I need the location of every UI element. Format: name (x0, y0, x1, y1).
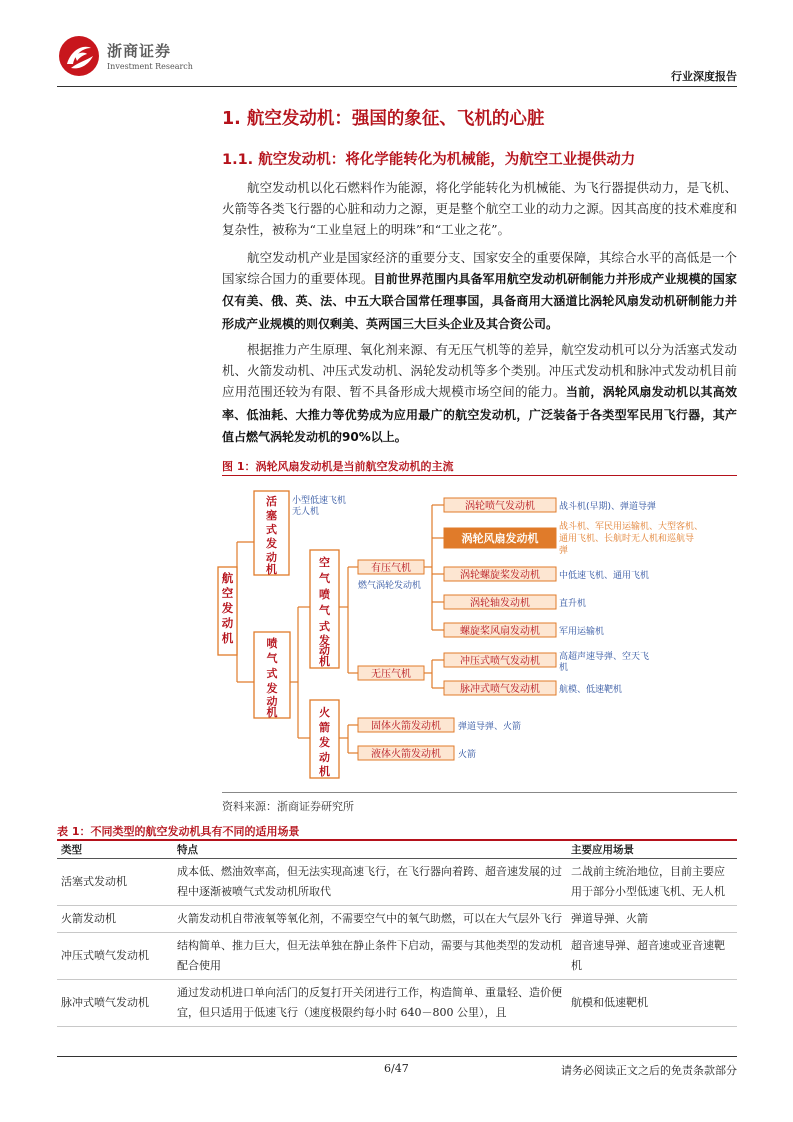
pulsejet-use: 航模、低速靶机 (559, 685, 623, 695)
ramjet-use-2: 机 (559, 663, 569, 673)
page-header (57, 34, 737, 84)
gas-turbine-label: 燃气涡轮发动机 (358, 581, 422, 591)
air-breathing-label: 空气喷气式发动机 (319, 556, 330, 668)
root-char: 机 (221, 631, 234, 645)
cell-feature: 结构简单、推力巨大，但无法单独在静止条件下启动，需要与其他类型的发动机配合使用 (173, 932, 567, 979)
cell-type: 冲压式喷气发动机 (57, 932, 173, 979)
table-row (57, 858, 737, 905)
turbojet-use: 战斗机(早期)、弹道导弹 (559, 502, 657, 512)
company-name-cn: 浙商证券 (107, 42, 172, 60)
turboprop-use: 中低速飞机、通用飞机 (559, 571, 650, 581)
cell-type: 脉冲式喷气发动机 (57, 979, 173, 1026)
root-char: 空 (221, 586, 234, 600)
no-compressor-label: 无压气机 (371, 669, 411, 680)
root-label (221, 571, 234, 645)
cell-type: 火箭发动机 (57, 905, 173, 932)
propfan-use: 军用运输机 (559, 627, 605, 637)
solid-rocket-label: 固体火箭发动机 (371, 721, 441, 732)
paragraph-industry-text: 航空发动机产业是国家经济的重要分支、国家安全的重要保障，其综合水平的高低是一个国家综合国力的重要体现。 (222, 250, 737, 287)
root-char: 发 (221, 601, 234, 615)
table-title: 表 1：不同类型的航空发动机具有不同的适用场景 (57, 825, 300, 838)
piston-label: 活塞式发动机 (266, 495, 277, 576)
paragraph-classification-bold: 当前，涡轮风扇发动机以其高效率、低油耗、大推力等优势成为应用最广的航空发动机，广泛装备于各类型军民用飞行器，其产值占燃气涡轮发动机的90%以上。 (222, 385, 737, 444)
cell-feature: 成本低、燃油效率高，但无法实现高速飞行，在飞行器向着跨、超音速发展的过程中逐渐被喷气式发动机所取代 (173, 858, 567, 905)
footer-divider (57, 1056, 737, 1057)
pulsejet-label: 脉冲式喷气发动机 (460, 684, 540, 695)
rocket-label: 火箭发动机 (319, 706, 330, 778)
header-application: 主要应用场景 (567, 841, 737, 858)
cell-application: 航模和低速靶机 (567, 979, 737, 1026)
turbojet-label: 涡轮喷气发动机 (465, 501, 535, 512)
paragraph-classification-text: 根据推力产生原理、氧化剂来源、有无压气机等的差异，航空发动机可以分为活塞式发动机、火箭发动机、冲压式发动机、涡轮发动机等多个类别。冲压式发动机和脉冲式发动机目前应用范围还较为有限、暂不具备形成大规模市场空间的能力。 (222, 342, 737, 400)
figure-bottom-rule (222, 792, 737, 793)
jet-label: 喷气式发动机 (266, 637, 278, 719)
with-compressor-label: 有压气机 (371, 563, 411, 574)
root-char: 航 (221, 571, 234, 585)
turbofan-use-1: 战斗机、军民用运输机、大型客机、 (559, 522, 704, 532)
liquid-rocket-use: 火箭 (458, 750, 477, 760)
root-char: 动 (221, 616, 234, 630)
subsection-heading: 1.1. 航空发动机：将化学能转化为机械能，为航空工业提供动力 (222, 152, 636, 168)
turboprop-label: 涡轮螺旋桨发动机 (460, 570, 540, 581)
table-header-row (57, 841, 737, 858)
disclaimer-text: 请务必阅读正文之后的免责条款部分 (561, 1064, 737, 1077)
paragraph-industry (222, 247, 737, 335)
cell-feature: 火箭发动机自带液氧等氧化剂，不需要空气中的氧气助燃，可以在大气层外飞行 (173, 905, 567, 932)
figure-top-rule (222, 475, 737, 476)
cell-type: 活塞式发动机 (57, 858, 173, 905)
header-divider (57, 86, 737, 87)
table-row (57, 932, 737, 979)
figure-source: 资料来源：浙商证券研究所 (222, 800, 354, 813)
report-type-label: 行业深度报告 (671, 70, 737, 83)
cell-application: 超音速导弹、超音速或亚音速靶机 (567, 932, 737, 979)
piston-use-2: 无人机 (292, 507, 320, 517)
figure-title: 图 1：涡轮风扇发动机是当前航空发动机的主流 (222, 460, 454, 473)
turbofan-label: 涡轮风扇发动机 (461, 532, 539, 545)
header-feature: 特点 (173, 841, 567, 858)
paragraph-intro (222, 177, 737, 241)
table-row (57, 979, 737, 1026)
cell-application: 弹道导弹、火箭 (567, 905, 737, 932)
ramjet-use-1: 高超声速导弹、空天飞 (559, 652, 650, 662)
paragraph-industry-bold: 目前世界范围内具备军用航空发动机研制能力并形成产业规模的国家仅有美、俄、英、法、中五大联合国常任理事国，具备商用大涵道比涡轮风扇发动机研制能力并形成产业规模的则仅剩美、英两国三大巨头企业及其合资公司。 (222, 272, 737, 331)
propfan-label: 螺旋桨风扇发动机 (460, 626, 540, 637)
engine-classification-diagram (212, 482, 737, 788)
header-type: 类型 (57, 841, 173, 858)
liquid-rocket-label: 液体火箭发动机 (371, 749, 441, 760)
company-name-en: Investment Research (107, 62, 193, 71)
cell-feature: 通过发动机进口单向活门的反复打开关闭进行工作，构造简单、重量轻、造价便宜，但只适用于低速飞行（速度极限约每小时 640－800 公里），且 (173, 979, 567, 1026)
turbofan-use-2: 通用飞机、长航时无人机和巡航导 (559, 534, 695, 544)
turbofan-use-3: 弹 (559, 546, 569, 556)
paragraph-classification (222, 339, 737, 448)
section-heading: 1. 航空发动机：强国的象征、飞机的心脏 (222, 109, 545, 129)
page-number: 6/47 (384, 1062, 409, 1075)
turboshaft-label: 涡轮轴发动机 (470, 598, 530, 609)
engine-application-table (57, 841, 737, 1027)
turboshaft-use: 直升机 (559, 599, 587, 609)
table-row (57, 905, 737, 932)
piston-use-1: 小型低速飞机 (292, 496, 347, 506)
paragraph-intro-text: 航空发动机以化石燃料作为能源，将化学能转化为机械能、为飞行器提供动力，是飞机、火箭等各类飞行器的心脏和动力之源，更是整个航空工业的动力之源。因其高度的技术难度和复杂性，被称为“工业皇冠上的明珠”和“工业之花”。 (222, 180, 737, 238)
cell-application: 二战前主统治地位，目前主要应用于部分小型低速飞机、无人机 (567, 858, 737, 905)
ramjet-label: 冲压式喷气发动机 (460, 656, 540, 667)
solid-rocket-use: 弹道导弹、火箭 (458, 722, 522, 732)
